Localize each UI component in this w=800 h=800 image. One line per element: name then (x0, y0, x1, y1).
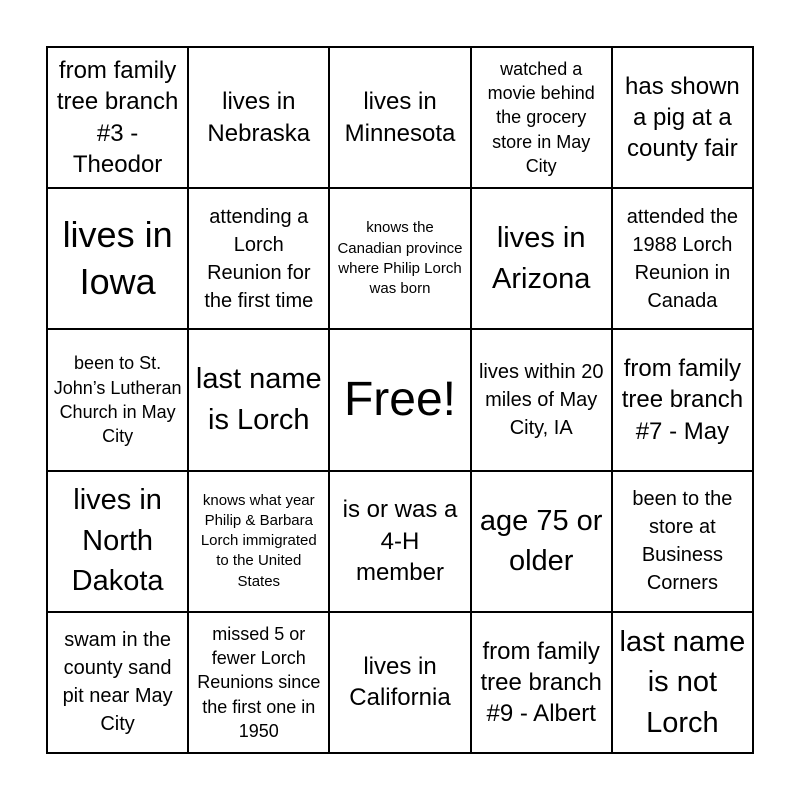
bingo-cell-text: lives in California (349, 653, 451, 712)
bingo-cell-text: age 75 or older (479, 504, 603, 578)
bingo-cell-text: Free! (343, 373, 456, 427)
bingo-cell-text: from family tree branch #3 - Theodor (56, 57, 179, 178)
bingo-free-space[interactable] (330, 330, 471, 471)
bingo-cell-text: lives within 20 miles of May City, IA (478, 360, 604, 439)
bingo-cell-r3c2[interactable] (189, 330, 330, 471)
bingo-cell-text: been to St. John’s Lutheran Church in May City (53, 353, 182, 447)
bingo-cell-text: last name is not Lorch (619, 625, 746, 739)
bingo-cell-r5c1[interactable] (48, 613, 189, 754)
bingo-cell-r4c2[interactable] (189, 472, 330, 613)
bingo-cell-text: from family tree branch #7 - May (621, 355, 744, 445)
bingo-cell-text: last name is Lorch (195, 363, 322, 436)
bingo-cell-text: knows the Canadian province where Philip Lorch was born (337, 219, 463, 298)
bingo-card-grid (46, 46, 754, 754)
bingo-cell-r2c2[interactable] (189, 189, 330, 330)
bingo-cell-text: from family tree branch #9 - Albert (480, 637, 602, 727)
bingo-cell-r4c5[interactable] (613, 472, 754, 613)
bingo-cell-r1c4[interactable] (472, 48, 613, 189)
bingo-cell-text: has shown a pig at a county fair (625, 72, 740, 163)
bingo-cell-r4c1[interactable] (48, 472, 189, 613)
bingo-cell-text: attending a Lorch Reunion for the first time (204, 205, 314, 312)
bingo-cell-text: swam in the county sand pit near May City (62, 629, 173, 736)
bingo-cell-r2c1[interactable] (48, 189, 189, 330)
bingo-cell-r5c4[interactable] (472, 613, 613, 754)
bingo-cell-r3c1[interactable] (48, 330, 189, 471)
bingo-cell-text: lives in Iowa (62, 213, 173, 302)
bingo-cell-text: is or was a 4-H member (342, 496, 458, 586)
bingo-cell-r1c5[interactable] (613, 48, 754, 189)
bingo-cell-r3c5[interactable] (613, 330, 754, 471)
bingo-cell-text: attended the 1988 Lorch Reunion in Canada (626, 205, 738, 312)
bingo-cell-text: knows what year Philip & Barbara Lorch immigrated to the United States (200, 491, 317, 590)
bingo-cell-text: missed 5 or fewer Lorch Reunions since the first one in 1950 (197, 623, 321, 741)
bingo-cell-r2c4[interactable] (472, 189, 613, 330)
bingo-cell-r3c4[interactable] (472, 330, 613, 471)
bingo-cell-r1c3[interactable] (330, 48, 471, 189)
bingo-cell-text: lives in North Dakota (71, 484, 164, 598)
bingo-cell-r1c2[interactable] (189, 48, 330, 189)
bingo-cell-text: watched a movie behind the grocery store in May City (487, 58, 595, 177)
bingo-cell-text: lives in Minnesota (344, 88, 456, 147)
bingo-cell-r2c3[interactable] (330, 189, 471, 330)
bingo-cell-r1c1[interactable] (48, 48, 189, 189)
bingo-cell-r5c3[interactable] (330, 613, 471, 754)
bingo-cell-r4c4[interactable] (472, 472, 613, 613)
bingo-cell-r2c5[interactable] (613, 189, 754, 330)
bingo-cell-text: been to the store at Business Corners (632, 488, 733, 595)
bingo-cell-r5c5[interactable] (613, 613, 754, 754)
bingo-cell-r5c2[interactable] (189, 613, 330, 754)
bingo-cell-text: lives in Nebraska (207, 88, 311, 147)
bingo-cell-r4c3[interactable] (330, 472, 471, 613)
bingo-cell-text: lives in Arizona (492, 222, 591, 295)
